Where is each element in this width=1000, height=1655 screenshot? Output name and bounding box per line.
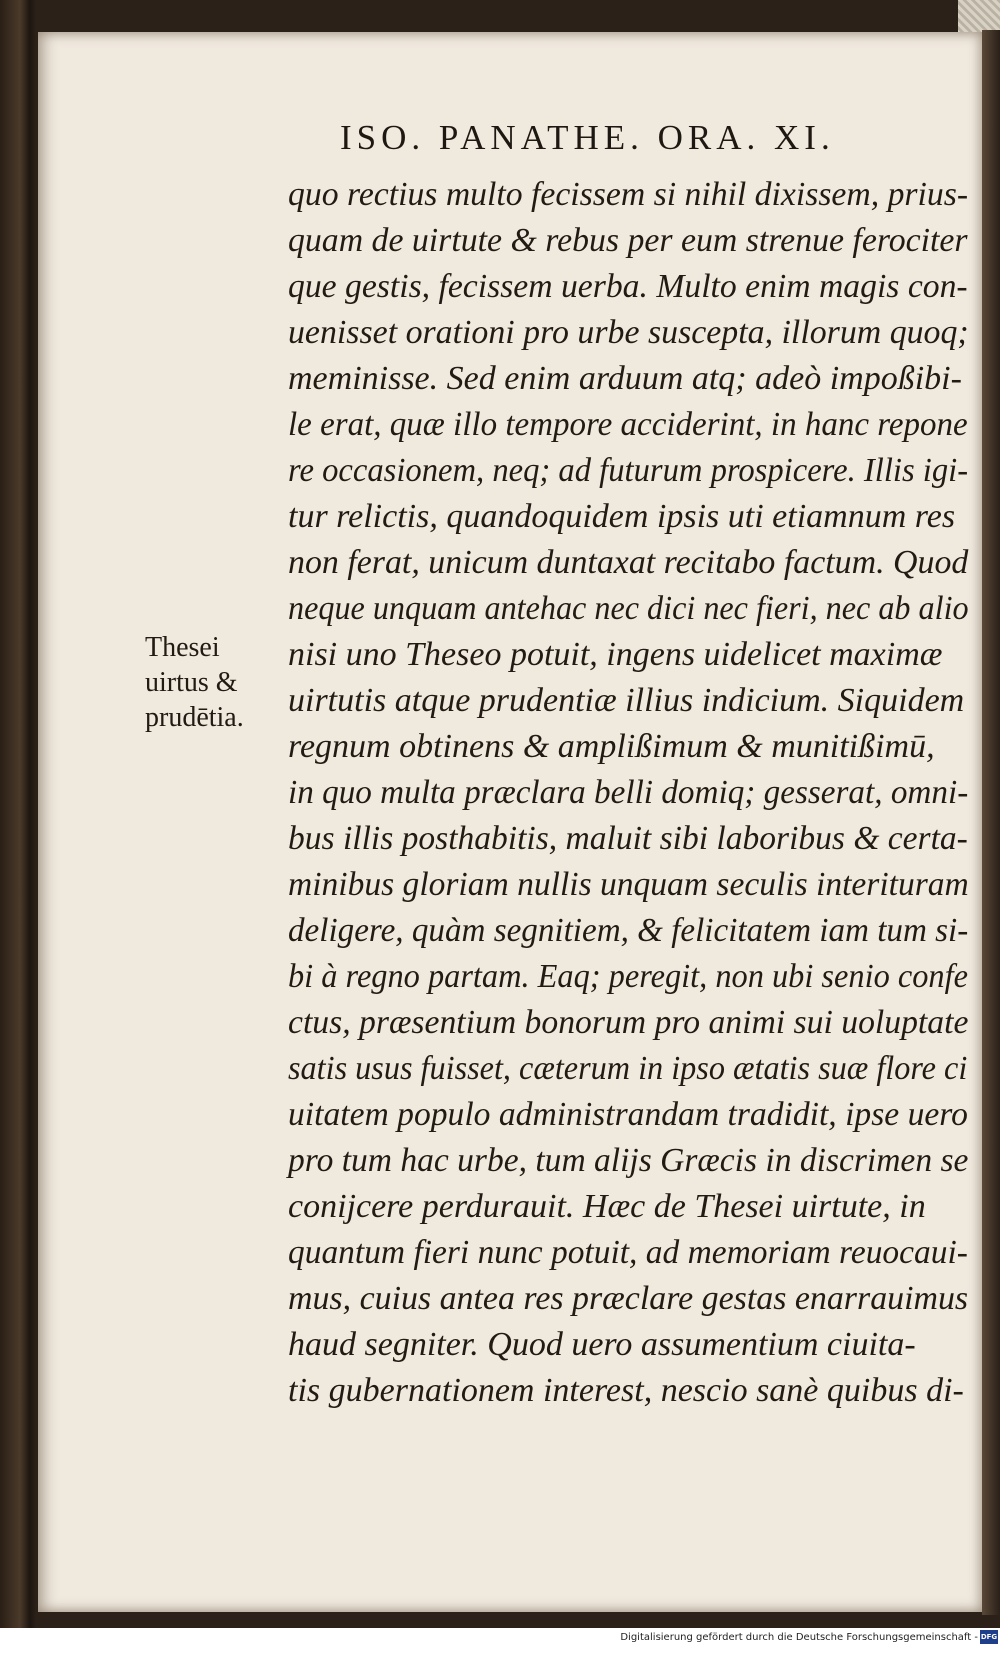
text-line: bi à regno partam. Eaq; peregit, non ubi senio confe xyxy=(288,958,968,995)
running-head: ISO. PANATHE. ORA. XI. xyxy=(340,118,835,157)
dfg-logo: DFG xyxy=(980,1630,998,1644)
page-edge xyxy=(982,30,1000,1615)
text-line: que gestis, fecissem uerba. Multo enim magis con- xyxy=(288,268,968,305)
text-line: satis usus fuisset, cæterum in ipso ætatis suæ flore ci xyxy=(288,1050,968,1087)
text-line: regnum obtinens & amplißimum & munitißimū, xyxy=(288,728,935,765)
text-line: tis gubernationem interest, nescio sanè quibus di- xyxy=(288,1372,964,1409)
text-line: mus, cuius antea res præclare gestas enarrauimus xyxy=(288,1280,969,1317)
marginal-note-line: uirtus & xyxy=(145,667,238,698)
scan-color-target xyxy=(958,0,1000,34)
funding-credit: Digitalisierung gefördert durch die Deutsche Forschungsgemeinschaft - xyxy=(620,1632,978,1643)
text-line: quantum fieri nunc potuit, ad memoriam reuocaui- xyxy=(288,1234,968,1271)
text-line: meminisse. Sed enim arduum atq; adeò impoßibi- xyxy=(288,360,962,397)
text-line: non ferat, unicum duntaxat recitabo factum. Quod xyxy=(288,544,969,581)
text-line: uitatem populo administrandam tradidit, ipse uero xyxy=(288,1096,968,1133)
text-line: deligere, quàm segnitiem, & felicitatem iam tum si- xyxy=(288,912,969,949)
marginal-note xyxy=(145,630,285,735)
text-line: neque unquam antehac nec dici nec fieri, nec ab alio xyxy=(288,590,969,627)
text-line: minibus gloriam nullis unquam seculis interituram xyxy=(288,866,969,903)
body-text xyxy=(288,172,968,1414)
text-line: quo rectius multo fecissem si nihil dixissem, prius- xyxy=(288,176,969,213)
digitization-footer xyxy=(0,1628,1000,1655)
text-line: re occasionem, neq; ad futurum prospicere. Illis igi- xyxy=(288,452,969,489)
text-line: conijcere perdurauit. Hæc de Thesei uirtute, in xyxy=(288,1188,926,1225)
text-line: bus illis posthabitis, maluit sibi laboribus & certa- xyxy=(288,820,968,857)
marginal-note-line: Thesei xyxy=(145,632,220,663)
text-line: nisi uno Theseo potuit, ingens uidelicet maximæ xyxy=(288,636,943,673)
text-line: in quo multa præclara belli domiq; gesserat, omni- xyxy=(288,774,969,811)
text-line: uenisset orationi pro urbe suscepta, illorum quoq; xyxy=(288,314,969,351)
text-line: haud segniter. Quod uero assumentium ciuita- xyxy=(288,1326,916,1363)
text-line: pro tum hac urbe, tum alijs Græcis in discrimen se xyxy=(288,1142,969,1179)
text-line: quam de uirtute & rebus per eum strenue ferociter xyxy=(288,222,968,259)
text-line: uirtutis atque prudentiæ illius indicium. Siquidem xyxy=(288,682,965,719)
text-line: ctus, præsentium bonorum pro animi sui uoluptate xyxy=(288,1004,969,1041)
text-line: le erat, quæ illo tempore acciderint, in hanc repone xyxy=(288,406,968,443)
text-line: tur relictis, quandoquidem ipsis uti etiamnum res xyxy=(288,498,956,535)
marginal-note-line: prudētia. xyxy=(145,702,244,733)
